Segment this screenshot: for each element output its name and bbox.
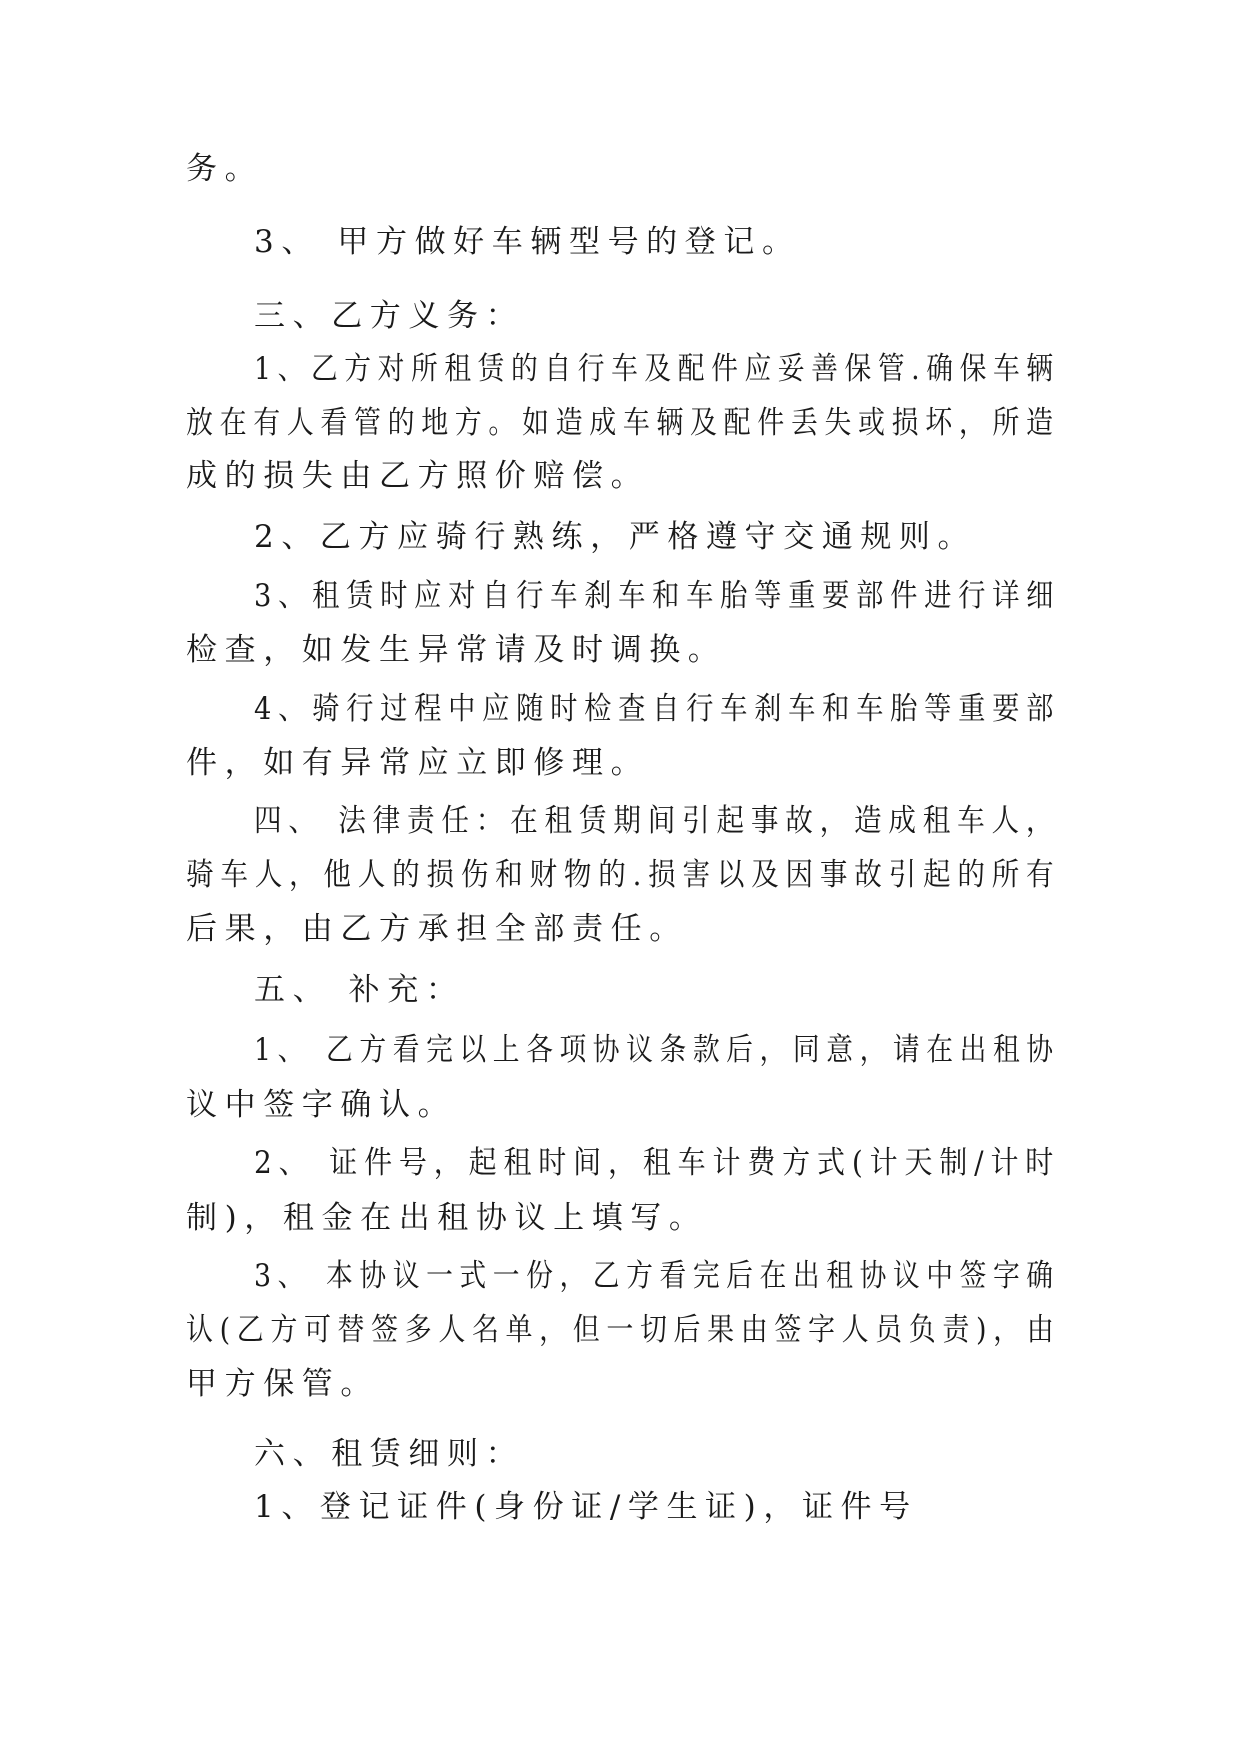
section-heading: 五、 补充： xyxy=(254,972,465,1008)
text-line: 甲方保管。 xyxy=(186,1366,379,1402)
text-line: 后果，由乙方承担全部责任。 xyxy=(186,911,688,947)
text-line: 4、骑行过程中应随时检查自行车刹车和车胎等重要部 xyxy=(254,691,1061,727)
text-line: 检查，如发生异常请及时调换。 xyxy=(186,632,727,668)
text-line: 3、租赁时应对自行车刹车和车胎等重要部件进行详细 xyxy=(254,578,1061,614)
text-line: 1、登记证件(身份证/学生证)，证件号 xyxy=(254,1489,918,1525)
text-line: 成的损失由乙方照价赔偿。 xyxy=(186,458,650,494)
text-line: 务。 xyxy=(186,151,264,187)
text-line: 3、 本协议一式一份，乙方看完后在出租协议中签字确 xyxy=(254,1258,1060,1294)
section-heading: 四、 法律责任：在租赁期间引起事故，造成租车人， xyxy=(254,803,1061,839)
section-heading: 六、租赁细则： xyxy=(254,1436,525,1472)
text-line: 1、乙方对所租赁的自行车及配件应妥善保管.确保车辆 xyxy=(254,351,1060,387)
text-line: 议中签字确认。 xyxy=(186,1087,457,1123)
text-line: 件，如有异常应立即修理。 xyxy=(186,745,650,781)
text-line: 制)，租金在出租协议上填写。 xyxy=(186,1200,708,1236)
section-heading: 三、乙方义务： xyxy=(254,298,525,334)
text-line: 2、 证件号，起租时间，租车计费方式(计天制/计时 xyxy=(254,1145,1061,1181)
text-line: 骑车人，他人的损伤和财物的.损害以及因事故引起的所有 xyxy=(186,857,1061,893)
text-line: 2、乙方应骑行熟练，严格遵守交通规则。 xyxy=(254,519,977,555)
text-line: 1、 乙方看完以上各项协议条款后，同意，请在出租协 xyxy=(254,1032,1060,1068)
text-line: 3、 甲方做好车辆型号的登记。 xyxy=(254,224,801,260)
text-line: 认(乙方可替签多人名单，但一切后果由签字人员负责)，由 xyxy=(186,1312,1061,1348)
text-line: 放在有人看管的地方。如造成车辆及配件丢失或损坏，所造 xyxy=(186,405,1060,441)
